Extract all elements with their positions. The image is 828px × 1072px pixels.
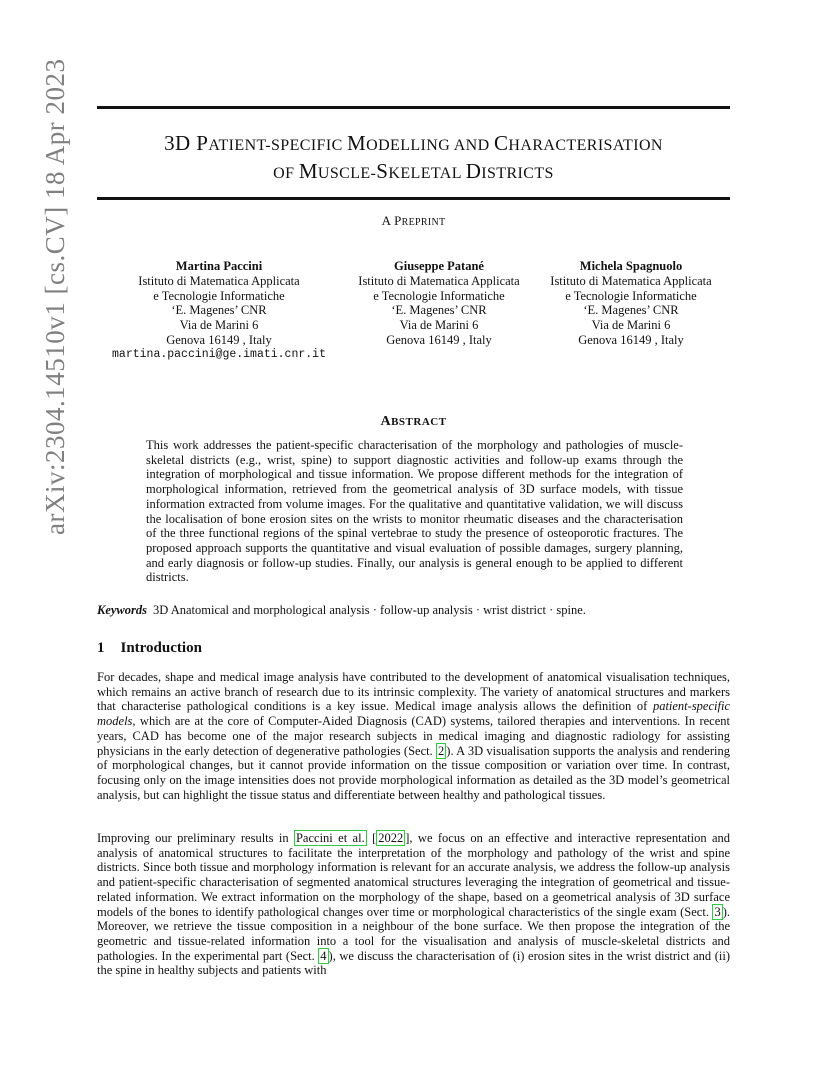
author-affiliation-line: Via de Marini 6 — [591, 318, 671, 333]
section-ref-link[interactable]: 2 — [438, 743, 445, 758]
author-name: Martina Paccini — [175, 259, 263, 273]
author-name: Giuseppe Patané — [394, 259, 484, 273]
title-bottom-rule — [97, 197, 730, 200]
section-ref-link[interactable]: 4 — [320, 948, 327, 963]
keywords-label: Keywords — [97, 603, 147, 617]
keywords-text: 3D Anatomical and morphological analysis · follow-up analysis · wrist district · spine. — [153, 603, 586, 617]
author-affiliation-line: ‘E. Magenes’ CNR — [391, 303, 487, 318]
author-block — [104, 259, 334, 363]
arxiv-sidebar-stamp: arXiv:2304.14510v1 [cs.CV] 18 Apr 2023 — [40, 58, 70, 535]
title-top-rule — [97, 106, 730, 109]
abstract-text: This work addresses the patient-specific characterisation of the morphology and pathologies of muscle-skeletal districts (e.g., wrist, spine) to support diagnostic activities and follow-up exams through the integration of morphological and tissue information. We propose different methods for the integration of morphological information, retrieved from the geometrical analysis of 3D surface models, with tissue information extracted from volume images. For the qualitative and quantitative validation, we will discuss the localisation of bone erosion sites on the wrists to monitor rheumatic diseases and the characterisation of the three functional regions of the spinal vertebrae to study the presence of osteoporotic fractures. The proposed approach supports the quantitative and visual evaluation of possible damages, surgery planning, and early diagnosis or follow-up studies. Finally, our analysis is general enough to be applied to different districts. — [146, 438, 683, 585]
author-affiliation-line: Genova 16149 , Italy — [386, 332, 492, 347]
citation-link[interactable]: Paccini et al. — [295, 831, 365, 845]
author-affiliation-line: Genova 16149 , Italy — [166, 332, 272, 347]
author-name: Michela Spagnuolo — [579, 259, 683, 273]
author-affiliation-line: Genova 16149 , Italy — [578, 332, 684, 347]
author-affiliation-line: ‘E. Magenes’ CNR — [171, 303, 267, 318]
preprint-label: A PREPRINT — [381, 213, 446, 228]
paper-title-line-1: 3D PATIENT-SPECIFIC MODELLING AND CHARACTERISATION — [164, 131, 663, 155]
author-email[interactable]: martina.paccini@ge.imati.cnr.it — [112, 347, 326, 361]
author-affiliation-line: Istituto di Matematica Applicata — [550, 273, 712, 288]
author-affiliation-line: Istituto di Matematica Applicata — [358, 273, 520, 288]
citation-year-link[interactable]: 2022 — [378, 831, 404, 845]
author-affiliation-line: Istituto di Matematica Applicata — [138, 273, 300, 288]
author-affiliation-line: ‘E. Magenes’ CNR — [583, 303, 679, 318]
section-ref-link[interactable]: 3 — [714, 904, 721, 919]
intro-paragraph-2: Improving our preliminary results in Paccini et al. [ 2022 ], we focus on an effective and interactive representation and analysis of anatomical structures to facilitate the interpretation of the morphology and pathology of the wrist and spine districts. Since both tissue and morphology information is relevant for an accurate analysis, we address the follow-up analysis and patient-specific characterisation of segmented anatomical structures leveraging the integration of geometrical and tissue-related information. We extract information on the morphology of the shape, based on a geometrical analysis of 3D surface models of the bones to identify pathological changes over time or morphological characteristics of the single exam (Sect. 3 ). Moreover, we retrieve the tissue composition in a neighbour of the bone surface. We then propose the integration of the geometric and tissue-related information into a tool for the visualisation and analysis of muscle-skeletal districts and pathologies. In the experimental part (Sect. 4 ), we discuss the characterisation of (i) erosion sites in the wrist district and (ii) the spine in healthy subjects and patients with — [97, 831, 730, 978]
author-affiliation-line: e Tecnologie Informatiche — [565, 288, 697, 303]
author-affiliation-line: e Tecnologie Informatiche — [373, 288, 505, 303]
abstract-heading: ABSTRACT — [380, 414, 447, 429]
keywords-line — [97, 603, 730, 618]
author-affiliation-line: e Tecnologie Informatiche — [153, 288, 285, 303]
intro-paragraph-1: For decades, shape and medical image analysis have contributed to the development of anatomical visualisation techniques, which remains an active branch of research due to its intrinsic complexity. The variety of anatomical structures and markers that characterise pathological conditions is a key issue. Medical image analysis allows the definition of patient-specific models, which are at the core of Computer-Aided Diagnosis (CAD) systems, tailored therapies and interventions. In recent years, CAD has become one of the major research subjects in medical imaging and diagnostic radiology for assisting physicians in the early detection of degenerative pathologies (Sect. 2 ). A 3D visualisation supports the analysis and rendering of morphological changes, but it cannot provide information on the tissue composition or variation over time. In contrast, focusing only on the image intensities does not provide morphological information as detailed as the 3D model’s geometrical analysis, but can highlight the tissue status and differentiate between healthy and pathological tissues. — [97, 670, 730, 802]
author-affiliation-line: Via de Marini 6 — [179, 318, 259, 333]
section-heading-introduction: 1 Introduction — [97, 640, 202, 656]
paper-title-line-2: OF MUSCLE-SKELETAL DISTRICTS — [273, 159, 554, 183]
author-affiliation-line: Via de Marini 6 — [399, 318, 479, 333]
author-block — [516, 259, 746, 348]
